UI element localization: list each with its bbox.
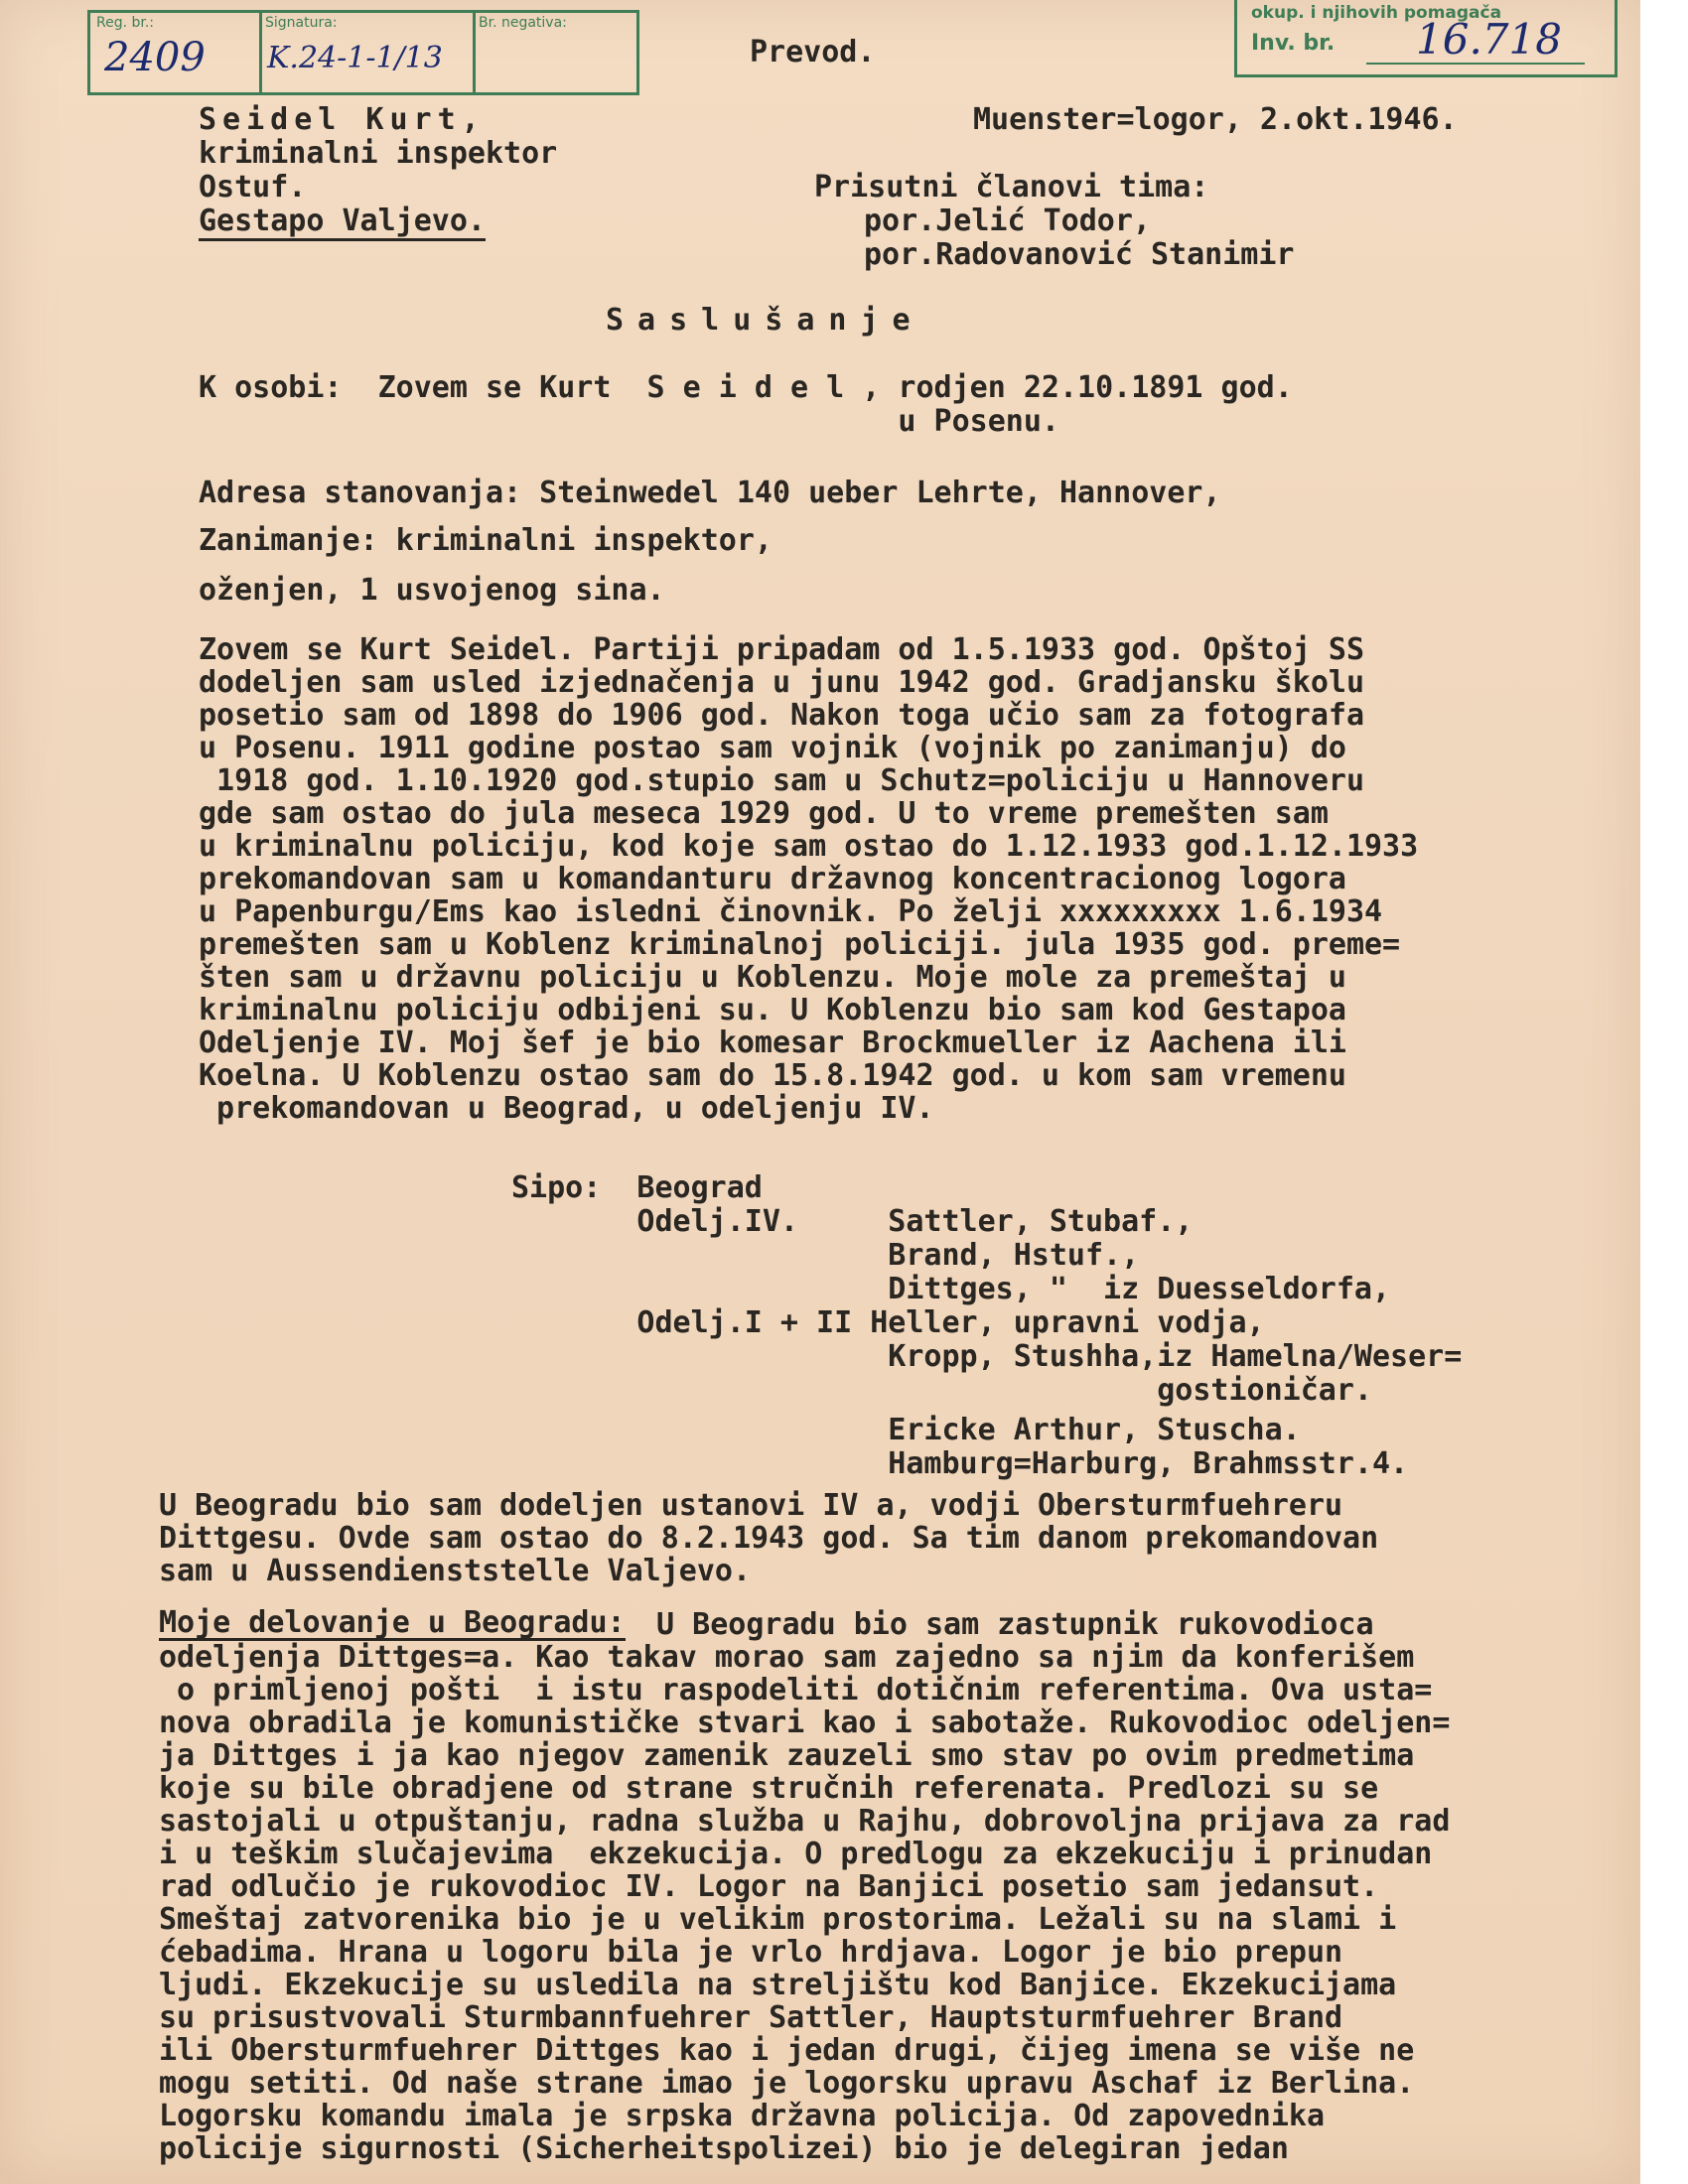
text-line: ćebadima. Hrana u logoru bila je vrlo hrdjava. Logor je bio prepun: [159, 1935, 1343, 1970]
personal-line-2: u Posenu.: [199, 404, 1059, 439]
archive-stamp-left: [87, 10, 639, 95]
sender-role: kriminalni inspektor: [199, 136, 558, 171]
text-line: prekomandovan sam u komandanturu državnog koncentracionog logora: [199, 862, 1346, 896]
text-line: premešten sam u Koblenz kriminalnoj policiji. jula 1935 god. preme=: [199, 927, 1401, 962]
stamp-top-text: okup. i njihovih pomagača: [1251, 3, 1502, 23]
activities-heading: Moje delovanje u Beogradu:: [159, 1605, 626, 1640]
text-line: i u teškim slučajevima ekzekucija. O predlogu za ekzekuciju i prinudan: [159, 1837, 1433, 1871]
text-line: su prisustvovali Sturmbannfuehrer Sattler, Hauptsturmfuehrer Brand: [159, 2000, 1343, 2035]
present-member-2: por.Radovanović Stanimir: [864, 237, 1295, 272]
text-line: Zovem se Kurt Seidel. Partiji pripadam od 1.5.1933 god. Opštoj SS: [199, 632, 1364, 667]
sipo-line: Sipo: Beograd: [511, 1170, 763, 1205]
signature-label: Signatura:: [265, 15, 338, 31]
text-line: ja Dittges i ja kao njegov zamenik zauzeli smo stav po ovim predmetima: [159, 1738, 1415, 1773]
text-line: gde sam ostao do jula meseca 1929 god. U to vreme premešten sam: [199, 796, 1329, 831]
sipo-line: gostioničar.: [511, 1373, 1372, 1408]
present-heading: Prisutni članovi tima:: [814, 170, 1209, 205]
text-line: Koelna. U Koblenzu ostao sam do 15.8.1942 god. u kom sam vremenu: [199, 1058, 1346, 1093]
text-line: ljudi. Ekzekucije su usledila na streljištu kod Banjice. Ekzekucijama: [159, 1968, 1397, 2002]
family-line: oženjen, 1 usvojenog sina.: [199, 573, 665, 608]
text-line: prekomandovan u Beograd, u odeljenju IV.: [199, 1091, 934, 1126]
text-line: o primljenoj pošti i istu raspodeliti dotičnim referentima. Ova usta=: [159, 1673, 1433, 1707]
inv-value: 16.718: [1416, 15, 1562, 64]
text-line: Odeljenje IV. Moj šef je bio komesar Brockmueller iz Aachena ili: [199, 1025, 1346, 1060]
text-line: U Beogradu bio sam zastupnik rukovodioca: [638, 1607, 1374, 1642]
sipo-line: Odelj.I + II Heller, upravni vodja,: [511, 1305, 1265, 1340]
document-title: Prevod.: [750, 35, 876, 69]
text-line: 1918 god. 1.10.1920 god.stupio sam u Schutz=policiju u Hannoveru: [199, 763, 1364, 798]
page-margin: [1640, 0, 1688, 2184]
text-line: u Papenburgu/Ems kao isledni činovnik. Po želji xxxxxxxxx 1.6.1934: [199, 894, 1383, 929]
text-line: nova obradila je komunističke stvari kao i sabotaže. Rukovodioc odeljen=: [159, 1706, 1451, 1740]
sipo-line: Odelj.IV. Sattler, Stubaf.,: [511, 1204, 1194, 1239]
sipo-line: Kropp, Stushha,iz Hamelna/Weser=: [511, 1339, 1463, 1374]
signature-value: K.24-1-1/13: [267, 41, 443, 75]
reg-value: 2409: [104, 35, 206, 80]
sipo-line: Hamburg=Harburg, Brahmsstr.4.: [511, 1446, 1409, 1481]
inv-label: Inv. br.: [1251, 31, 1336, 56]
text-line: ili Obersturmfuehrer Dittges kao i jedan drugi, čijeg imena se više ne: [159, 2033, 1415, 2068]
text-line: sam u Aussendienststelle Valjevo.: [159, 1554, 752, 1588]
place-date: Muenster=logor, 2.okt.1946.: [973, 102, 1458, 137]
text-line: dodeljen sam usled izjednačenja u junu 1942 god. Gradjansku školu: [199, 665, 1364, 700]
text-line: u kriminalnu policiju, kod koje sam ostao do 1.12.1933 god.1.12.1933: [199, 829, 1419, 864]
text-line: mogu setiti. Od naše strane imao je logorsku upravu Aschaf iz Berlina.: [159, 2066, 1415, 2101]
text-line: Dittgesu. Ovde sam ostao do 8.2.1943 god. Sa tim danom prekomandovan: [159, 1521, 1379, 1556]
present-member-1: por.Jelić Todor,: [864, 204, 1151, 238]
text-line: odeljenja Dittges=a. Kao takav morao sam zajedno sa njim da konferišem: [159, 1640, 1415, 1675]
text-line: sastojali u otpuštanju, radna služba u Rajhu, dobrovoljna prijava za rad: [159, 1804, 1451, 1839]
sender-rank: Ostuf.: [199, 170, 307, 205]
sender-unit: Gestapo Valjevo.: [199, 205, 486, 241]
text-line: Smeštaj zatvorenika bio je u velikim prostorima. Ležali su na slami i: [159, 1902, 1397, 1937]
text-line: policije sigurnosti (Sicherheitspolizei) bio je delegiran jedan: [159, 2131, 1289, 2166]
sipo-line: Dittges, " iz Duesseldorfa,: [511, 1272, 1391, 1306]
sipo-line: Ericke Arthur, Stuscha.: [511, 1413, 1301, 1447]
text-line: kriminalnu policiju odbijeni su. U Koblenzu bio sam kod Gestapoa: [199, 993, 1346, 1027]
archive-stamp-right: [1234, 0, 1618, 77]
sender-name: Seidel Kurt,: [199, 102, 486, 137]
text-line: Logorsku komandu imala je srpska državna policija. Od zapovednika: [159, 2099, 1325, 2133]
text-line: u Posenu. 1911 godine postao sam vojnik (vojnik po zanimanju) do: [199, 731, 1346, 765]
sipo-line: Brand, Hstuf.,: [511, 1238, 1140, 1273]
reg-label: Reg. br.:: [96, 15, 155, 31]
text-line: U Beogradu bio sam dodeljen ustanovi IV a, vodji Obersturmfuehreru: [159, 1488, 1343, 1523]
text-line: koje su bile obradjene od strane stručnih referenata. Predlozi su se: [159, 1771, 1379, 1806]
text-line: rad odlučio je rukovodioc IV. Logor na Banjici posetio sam jedansut.: [159, 1869, 1379, 1904]
address-line: Adresa stanovanja: Steinwedel 140 ueber Lehrte, Hannover,: [199, 476, 1221, 510]
text-line: posetio sam od 1898 do 1906 god. Nakon toga učio sam za fotografa: [199, 698, 1364, 733]
negative-label: Br. negativa:: [479, 15, 567, 31]
personal-line-1: K osobi: Zovem se Kurt S e i d e l , rodjen 22.10.1891 god.: [199, 370, 1293, 405]
section-heading: Saslušanje: [606, 303, 924, 338]
text-line: šten sam u državnu policiju u Koblenzu. Moje mole za premeštaj u: [199, 960, 1346, 995]
occupation-line: Zanimanje: kriminalni inspektor,: [199, 523, 773, 558]
